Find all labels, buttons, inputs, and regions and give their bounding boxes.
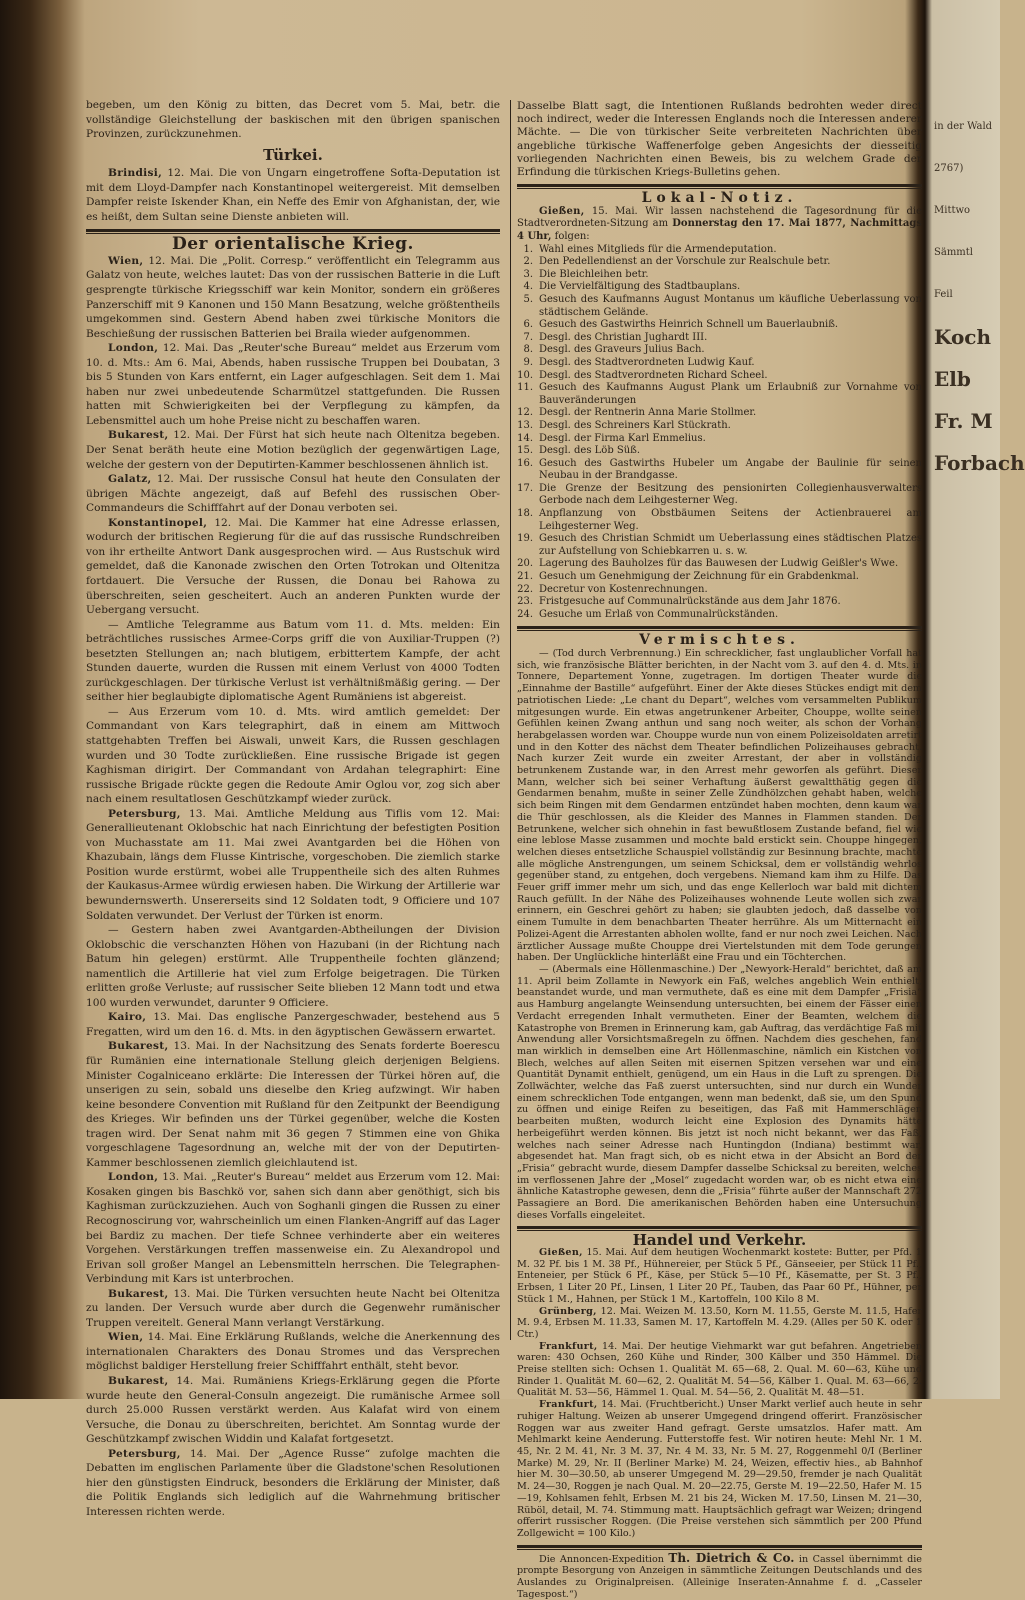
dateline-place: Brindisi, [108, 167, 163, 180]
agenda-text: Fristgesuche auf Communalrückstände aus dem Jahr 1876. [539, 596, 841, 608]
section-heading-tuerkei: Türkei. [263, 145, 323, 164]
agenda-text: Die Grenze der Besitzung des pensionirten Collegienhausverwalters Gerbode nach dem Leihgesterner Weg. [539, 482, 922, 507]
article-continuation: begeben, um den König zu bitten, das Decret vom 5. Mai, betr. die vollständige Gleichstellung der baskischen mit den übrigen spanischen Provinzen, zurückzunehmen. [86, 99, 500, 141]
agenda-item [517, 558, 922, 571]
dateline-place: Gießen, [539, 1247, 583, 1259]
agenda-item [517, 244, 922, 257]
agenda-text: Desgl. des Graveurs Julius Bach. [539, 344, 705, 356]
market-report [517, 1399, 922, 1539]
dateline-place: Konstantinopel, [108, 516, 208, 529]
news-item [86, 472, 500, 516]
news-item [86, 618, 500, 705]
agenda-number: 13. [517, 419, 533, 431]
dateline-place: London, [108, 1171, 159, 1184]
section-heading-lokal: Lokal-Notiz. [641, 190, 798, 207]
agenda-item [517, 433, 922, 446]
agenda-number: 17. [517, 482, 533, 494]
news-text: 12. Mai. Das „Reuter'sche Bureau“ meldet aus Erzerum vom 10. d. Mts.: Am 6. Mai, Abends, haben russische Truppen bei Doubatan, 3 bis 5 Stunden von Kars entfernt, ein Lager aufgeschlagen. Seit dem 1. Mai haben nur zwei unbedeutende Scharmützel stattgefunden. Die Russen hatten mit Schwierigkeiten bei der Verpflegung zu kämpfen, da Lebensmittel auch um hohe Preise nicht zu beschaffen waren. [86, 342, 500, 427]
agenda-item [517, 596, 922, 609]
next-page-fragment: Elb [934, 367, 971, 391]
section-heading-krieg: Der orientalische Krieg. [172, 234, 414, 255]
news-item [86, 341, 500, 428]
agenda-number: 3. [523, 268, 533, 280]
agenda-text: Die Vervielfältigung des Stadtbauplans. [539, 281, 741, 293]
next-page-edge [934, 120, 1025, 1320]
agenda-text: Gesuch des Kaufmanns August Montanus um käufliche Ueberlassung von städtischem Gelände. [539, 293, 922, 318]
market-text: 14. Mai. Der heutige Viehmarkt war gut befahren. Angetrieben waren: 430 Ochsen, 260 Kühe und Rinder, 300 Kälber und 350 Hämmel. Die Preise stellten sich: Ochsen 1. Qualität M. 65—68, 2. Qual. M. 60—63, Kühe und Rinder 1. Qualität M. 60—62, 2. Qualität M. 54—56, Kälber 1. Qual. M. 63—66, 2. Qualität M. 53—56, Hämmel 1. Qual. M. 54—56, 2. Qualität M. 48—51. [517, 1340, 922, 1399]
agenda-number: 23. [517, 596, 533, 608]
news-item [86, 1447, 500, 1520]
news-item [86, 1039, 500, 1170]
dateline-place: Bukarest, [108, 1287, 169, 1300]
agenda-text: Desgl. des Stadtverordneten Richard Scheel. [539, 369, 768, 381]
news-item [86, 1330, 500, 1374]
agenda-text: Desgl. der Firma Karl Emmelius. [539, 432, 706, 444]
article-continuation: Dasselbe Blatt sagt, die Intentionen Rußlands bedrohten weder direct noch indirect, weder die Interessen Englands noch die Interessen anderer Mächte. — Die von türkischer Seite verbreiteten Nachrichten über angebliche türkische Waffenerfolge geben Angesichts der diesseitig vorliegenden Nachrichten einen Beweis, bis zu welchem Grade der Erfindung die türkischen Kriegs-Bulletins gehen. [517, 100, 922, 179]
news-text: — Amtliche Telegramme aus Batum vom 11. d. Mts. melden: Ein beträchtliches russisches Armee-Corps griff die von Auxiliar-Truppen (?) besetzten Stellungen an; nach blutigem, erbittertem Kampfe, der acht Stunden dauerte, wurden die Russen mit einem Verlust von 4000 Todten zurückgeschlagen. Der türkische Verlust ist verhältnißmäßig gering. — Der seither hier beglaubigte diplomatische Agent Rumäniens ist abgereist. [86, 618, 500, 704]
agenda-item [517, 332, 922, 345]
next-page-fragment: Fr. M [934, 409, 993, 433]
ad-firm-name: Th. Dietrich & Co. [668, 1550, 795, 1565]
agenda-text: Wahl eines Mitglieds für die Armendeputation. [539, 243, 777, 255]
dateline-place: Frankfurt, [539, 1399, 598, 1411]
agenda-text: Desgl. des Löb Süß. [539, 445, 641, 457]
agenda-item [517, 281, 922, 294]
news-text: 12. Mai. Die „Polit. Corresp.“ veröffentlicht ein Telegramm aus Galatz von heute, welches lautet: Das von der russischen Batterie in die Luft gesprengte türkische Kriegsschiff war kein Monitor, sondern ein größeres Panzerschiff mit 9 Kanonen und 150 Mann Besatzung, welche größtentheils umgekommen sind. Gestern Abend haben zwei türkische Monitors die Beschießung der russischen Batterien bei Braila wieder aufgenommen. [86, 254, 500, 340]
news-item [86, 1374, 500, 1447]
news-text: 12. Mai. Der Fürst hat sich heute nach Oltenitza begeben. Der Senat beräth heute eine Motion bezüglich der gegenwärtigen Lage, welche der gestern von der Deputirten-Kammer beschlossenen ähnlich ist. [86, 429, 500, 471]
agenda-text: Decretur von Kostenrechnungen. [539, 583, 708, 595]
agenda-item [517, 609, 922, 622]
agenda-item [517, 357, 922, 370]
agenda-number: 2. [523, 256, 533, 268]
lokal-intro [517, 206, 922, 244]
next-page-fragment: in der Wald [934, 121, 993, 132]
agenda-item [517, 571, 922, 584]
agenda-number: 8. [523, 344, 533, 356]
news-text: 12. Mai. Der russische Consul hat heute den Consulaten der übrigen Mächte angezeigt, daß auf Befehl des russischen Ober-Commandeurs die Schifffahrt auf der Donau verboten sei. [86, 473, 500, 515]
article-brindisi [86, 166, 500, 224]
left-column [86, 98, 500, 1520]
agenda-text: Anpflanzung von Obstbäumen Seitens der Actienbrauerei am Leihgesterner Weg. [539, 508, 922, 532]
news-item [86, 254, 500, 341]
agenda-item [517, 407, 922, 420]
article-text: folgen: [551, 231, 590, 242]
dateline-place: Bukarest, [108, 1375, 169, 1388]
agenda-item [517, 483, 922, 508]
agenda-item [517, 269, 922, 282]
dateline-place: Wien, [108, 254, 144, 267]
section-heading-handel: Handel und Verkehr. [632, 1231, 807, 1250]
dateline-place: Petersburg, [108, 1447, 181, 1460]
next-page-fragment: Mittwo [934, 205, 971, 216]
dateline-place: Galatz, [108, 473, 152, 486]
news-text: 13. Mai. Amtliche Meldung aus Tiflis vom 12. Mai: Generallieutenant Oklobschic hat nach Einrichtung der befestigten Position von Muchasstate am 11. Mai zwei Avantgarden bei die Höhen von Khazubain, längs dem Flusse Kintrische, vorgeschoben. Die ziemlich starke Position wurde erstürmt, wobei alle Truppentheile sich des alten Ruhmes der Kaukasus-Armee würdig erwiesen haben. Die Wirkung der Artillerie war bewundernswerth. Unsererseits sind 12 Soldaten todt, 9 Officiere und 107 Soldaten verwundet. Der Verlust der Türken ist enorm. [86, 807, 500, 922]
ad-text: Die Annoncen-Expedition [539, 1553, 669, 1565]
agenda-number: 10. [517, 369, 533, 381]
agenda-number: 20. [517, 558, 533, 570]
meeting-date: Donnerstag den 17. Mai 1877, Nachmittags 4 Uhr, [517, 218, 922, 242]
section-heading-vermischtes: Vermischtes. [639, 632, 800, 649]
section-divider [517, 184, 922, 189]
agenda-item [517, 584, 922, 597]
agenda-number: 24. [517, 608, 533, 620]
advertisement [517, 1550, 922, 1600]
news-item [86, 807, 500, 923]
news-text: 14. Mai. Eine Erklärung Rußlands, welche die Anerkennung des internationalen Charakters des Donau Stromes und das Versprechen möglichst baldiger Herstellung freier Schifffahrt enthält, steht bevor. [86, 1331, 500, 1373]
agenda-item [517, 256, 922, 269]
agenda-item [517, 533, 922, 558]
agenda-item [517, 294, 922, 319]
agenda-item [517, 445, 922, 458]
agenda-number: 9. [523, 356, 533, 368]
agenda-text: Desgl. des Christian Jughardt III. [539, 331, 708, 343]
agenda-item [517, 370, 922, 383]
agenda-number: 18. [517, 508, 533, 520]
agenda-text: Desgl. der Rentnerin Anna Marie Stollmer. [539, 407, 757, 419]
dateline-place: Gießen, [539, 205, 585, 217]
agenda-number: 19. [517, 533, 533, 545]
dateline-place: Petersburg, [108, 807, 181, 820]
agenda-number: 12. [517, 407, 533, 419]
agenda-number: 16. [517, 457, 533, 469]
next-page-fragment: 2767) [934, 163, 964, 174]
news-text: 13. Mai. In der Nachsitzung des Senats forderte Boerescu für Rumänien eine internationale Stellung gleich derjenigen Belgiens. Minister Cogalniceano erklärte: Die Interessen der Türkei hören auf, die unserigen zu sein, sobald uns dieselbe den Krieg aufzwingt. Wir haben keine besondere Convention mit Rußland für den Zeitpunkt der Beendigung des Krieges. Wir befinden uns der Türkei gegenüber, welche die Kosten tragen wird. Der Senat nahm mit 36 gegen 7 Stimmen eine von Ghika vorgeschlagene Tagesordnung an, welche mit der von der Deputirten-Kammer beschlossenen ziemlich gleichlautend ist. [86, 1040, 500, 1169]
news-text: — Gestern haben zwei Avantgarden-Abtheilungen der Division Oklobschic die verschanzten Höhen von Hazubani (in der Richtung nach Batum hin gelegen) erstürmt. Alle Truppentheile fochten glänzend; namentlich die Artillerie hat viel zum Erfolge beigetragen. Die Türken erlitten große Verluste; auf russischer Seite blieben 12 Mann todt und etwa 100 wurden verwundet, darunter 9 Officiere. [86, 924, 500, 1009]
agenda-text: Gesuch des Gastwirths Hubeler um Angabe der Baulinie für seinen Neubau in der Brandgasse. [539, 457, 922, 482]
agenda-number: 11. [517, 382, 533, 394]
next-page-fragment: Feil [934, 289, 953, 300]
market-report [517, 1247, 922, 1306]
news-text: 12. Mai. Die Kammer hat eine Adresse erlassen, wodurch der britischen Regierung für die auf das russische Rundschreiben von ihr ertheilte Antwort Dank ausgesprochen wird. — Aus Rustschuk wird gemeldet, daß die Kanonade zwischen den Orten Totrokan und Oltenitza fortdauert. Die Versuche der Russen, die Donau bei Rahowa zu überschreiten, seien gescheitert. Auch an anderen Punkten wurde der Uebergang versucht. [86, 516, 500, 617]
agenda-text: Gesuche um Erlaß von Communalrückständen. [539, 608, 779, 620]
agenda-item [517, 508, 922, 533]
dateline-place: Wien, [108, 1331, 144, 1344]
market-text: 15. Mai. Auf dem heutigen Wochenmarkt kostete: Butter, per Pfd. 1 M. 32 Pf. bis 1 M. 38 Pf., Hühnereier, per Stück 5 Pf., Gänseeier, per Stück 11 Pf., Enteneier, per Stück 6 Pf., Käse, per Stück 5—10 Pf., Käsematte, per St. 3 Pf., Erbsen, 1 Liter 20 Pf., Linsen, 1 Liter 20 Pf., Tauben, das Paar 60 Pf., Hühner, per Stück 1 M., Hahnen, per Stück 1 M., Kartoffeln, 100 Kilo 8 M. [517, 1247, 922, 1305]
dateline-place: Kairo, [108, 1011, 147, 1024]
next-page-fragment: Sämmtl [934, 247, 973, 258]
agenda-item [517, 344, 922, 357]
news-item [86, 1010, 500, 1039]
article-text: 12. Mai. Die von Ungarn eingetroffene Softa-Deputation ist mit dem Lloyd-Dampfer nach Konstantinopel weitergereist. Mit demselben Dampfer reiste Iskender Khan, ein Neffe des Emir von Afghanistan, der, wie es heißt, dem Sultan seine Dienste anbieten will. [86, 167, 500, 223]
article-hoellenmaschine: — (Abermals eine Höllenmaschine.) Der „Newyork-Herald“ berichtet, daß am 11. April beim Zollamte in Newyork ein Faß, welches angeblich Wein enthielt, beanstandet wurde, und man vermuthete, daß es eine mit dem Dampfer „Frisia“ aus Hamburg angelangte Weinsendung untersuchten, bei einem der Fässer einen Verdacht erregenden Inhalt vermutheten. Einer der Beamten, welchem die Katastrophe von Bremen in Erinnerung kam, gab Auftrag, das verdächtige Faß mit Anwendung aller Vorsichtsmaßregeln zu öffnen. Nachdem dies geschehen, fand man wirklich in demselben eine Art Höllenmaschine, nämlich ein Kistchen von Blech, welches auf allen Seiten mit eisernen Spitzen versehen war und eine Quantität Dynamit enthielt, genügend, um ein Haus in die Luft zu sprengen. Die Zollwächter, welche das Faß zuerst untersuchten, sind nur durch ein Wunder einem schrecklichen Tode entgangen, wenn man bedenkt, daß sie, um den Spund zu öffnen und einige Reifen zu beseitigen, das Faß mit Hammerschlägen bearbeiten mußten, wodurch leicht eine Explosion des Dynamits hätte herbeigeführt werden können. Bis jetzt ist noch nicht bekannt, wer das Faß, welches nach seiner Adresse nach Huntingdon (Indiana) bestimmt war, abgesendet hat. Man fragt sich, ob es nicht etwa in der Absicht an Bord der „Frisia“ gebracht wurde, diesem Dampfer dasselbe Schicksal zu bereiten, welches im verflossenen Jahre der „Mosel“ zugedacht worden war, ob es nicht etwa eine ähnliche Katastrophe gewesen, denn die „Frisia“ führte außer der Mannschaft 272 Passagiere an Bord. Die amerikanischen Behörden haben eine Untersuchung dieses Vorfalls eingeleitet. [517, 963, 922, 1221]
agenda-text: Den Pedellendienst an der Vorschule zur Realschule betr. [539, 256, 831, 268]
news-text: 13. Mai. Die Türken versuchten heute Nacht bei Oltenitza zu landen. Der Versuch wurde aber durch die Gegenwehr rumänischer Truppen vereitelt. General Mann verlangt Verstärkung. [86, 1287, 500, 1329]
dateline-place: London, [108, 342, 159, 355]
news-item [86, 1287, 500, 1331]
agenda-text: Gesuch des Kaufmanns August Plank um Erlaubniß zur Vornahme von Bauveränderungen [539, 382, 922, 406]
agenda-number: 7. [523, 331, 533, 343]
agenda-number: 5. [523, 293, 533, 305]
agenda-number: 1. [523, 243, 533, 255]
agenda-text: Die Bleichleihen betr. [539, 268, 649, 280]
news-item [86, 923, 500, 1010]
section-divider [517, 626, 922, 631]
market-text: 12. Mai. Weizen M. 13.50, Korn M. 11.55, Gerste M. 11.5, Hafer M. 9.4, Erbsen M. 11.33, Samen M. 17, Kartoffeln M. 4.29. (Alles per 50 K. oder 1 Ctr.) [517, 1305, 922, 1340]
agenda-number: 14. [517, 432, 533, 444]
war-reports [86, 254, 500, 1520]
agenda-number: 22. [517, 583, 533, 595]
agenda-number: 4. [523, 281, 533, 293]
agenda-list [517, 244, 922, 622]
news-text: 13. Mai. Das englische Panzergeschwader, bestehend aus 5 Fregatten, wird um den 16. d. Mts. in den ägyptischen Gewässern erwartet. [86, 1011, 500, 1038]
agenda-number: 6. [523, 319, 533, 331]
agenda-number: 21. [517, 571, 533, 583]
agenda-item [517, 458, 922, 483]
market-reports [517, 1247, 922, 1540]
news-text: 14. Mai. Rumäniens Kriegs-Erklärung gegen die Pforte wurde heute den General-Consuln angezeigt. Die rumänische Armee soll durch 25.000 Russen verstärkt werden. Aus Kalafat wird von einem Versuche, die Donau zu überschreiten, berichtet. Am Sonntag wurde der Geschützkampf zwischen Widdin und Kalafat fortgesetzt. [86, 1375, 500, 1446]
news-text: — Aus Erzerum vom 10. d. Mts. wird amtlich gemeldet: Der Commandant von Kars telegraphirt, daß in einem am Mittwoch stattgehabten Treffen bei Aiswali, unweit Kars, die Russen geschlagen wurden und 30 Todte zurückließen. Eine russische Brigade ist gegen Kaghisman dirigirt. Der Commandant von Ardahan telegraphirt: Eine russische Brigade rückte gegen die Redoute Amir Oglou vor, zog sich aber nach einem resultatlosen Geschützkampf wieder zurück. [86, 705, 500, 806]
dateline-place: Frankfurt, [539, 1340, 598, 1352]
agenda-item [517, 319, 922, 332]
agenda-number: 15. [517, 445, 533, 457]
agenda-text: Gesuch des Gastwirths Heinrich Schnell um Bauerlaubniß. [539, 319, 839, 331]
article-verbrennung: — (Tod durch Verbrennung.) Ein schrecklicher, fast unglaublicher Vorfall hat sich, wie französische Blätter berichten, in der Nacht vom 3. auf den 4. d. Mts. in Tonnere, Departement Yonne, zugetragen. Im dortigen Theater wurde die „Einnahme der Bastille“ aufgeführt. Einer der Akte dieses Stückes endigt mit dem patriotischen Liede: „Le chant du Depart“, welches vom versammelten Publikum mitgesungen wurde. Ein etwas angetrunkener Arbeiter, Chouppe, wollte seinen Gefühlen keinen Zwang anthun und sang noch weiter, als schon der Vorhang herabgelassen worden war. Chouppe wurde nun von einem Polizeisoldaten arretirt und in den Kotter des nächst dem Theater befindlichen Polizeihauses gebracht. Nach kurzer Zeit wurde ein zweiter Arrestant, der aber in vollständig betrunkenem Zustande war, in den Arrest mehr geworfen als geführt. Dieser Mann, welcher sich bei seiner Verhaftung äußerst gewaltthätig gegen die Gendarmen benahm, mußte in seiner Zelle Zündhölzchen gehabt haben, welche sich beim Ringen mit dem Gendarmen entzündet haben mochten, denn kaum war die Thür geschlossen, als die Kleider des Mannes in Flammen standen. Der Betrunkene, welcher sich ohnehin in fast bewußtlosem Zustande befand, fiel wie eine leblose Masse zusammen und mochte bald erstickt sein. Chouppe hingegen, welchen dieses entsetzliche Schauspiel vollständig zur Besinnung brachte, machte alle mögliche Anstrengungen, um seinem Schicksal, dem er vollständig wehrlos gegenüber stand, zu entgehen, doch vergebens. Niemand kam ihm zu Hilfe. Das Feuer griff immer mehr um sich, und das enge Kellerloch war bald mit dichtem Rauch gefüllt. In der Nähe des Polizeihauses wohnende Leute wollen sich zwar erinnern, ein Geschrei gehört zu haben; sie glaubten jedoch, daß dasselbe von einem Tumulte in dem benachbarten Theater herrühre. Als um Mitternacht ein Polizei-Agent die Arrestanten abholen wollte, fand er nur noch zwei Leichen. Nach ärztlicher Aussage mußte Chouppe drei Viertelstunden mit dem Tode gerungen haben. Der Unglückliche hinterläßt eine Frau und ein Töchterchen. [517, 648, 922, 964]
ad-text: in Cassel übernimmt die prompte Besorgung von Anzeigen in sämmtliche Zeitungen Deutschlands und des Auslandes zu Originalpreisen. (Alleinige Inseraten-Annahme f. d. „Casseler Tagespost.“) [517, 1553, 922, 1600]
agenda-item [517, 382, 922, 407]
news-text: 14. Mai. Der „Agence Russe“ zufolge machten die Debatten im englischen Parlamente über die Gladstone'schen Resolutionen hier den günstigsten Eindruck, besonders die Erklärung der Minister, daß die Politik Englands sich lediglich auf die Wahrnehmung britischer Interessen richten werde. [86, 1447, 500, 1518]
article-text: 15. Mai. Wir lassen nachstehend die Tagesordnung für die Stadtverordneten-Sitzung am [517, 205, 922, 230]
news-item [86, 516, 500, 618]
agenda-text: Gesuch des Christian Schmidt um Ueberlassung eines städtischen Platzes zur Aufstellung von Schiebkarren u. s. w. [539, 533, 922, 557]
agenda-text: Desgl. des Schreiners Karl Stückrath. [539, 419, 731, 431]
section-divider [517, 1545, 922, 1550]
news-item [86, 705, 500, 807]
news-item [86, 1170, 500, 1286]
next-page-fragment: Koch [934, 325, 992, 349]
news-text: 13. Mai. „Reuter's Bureau“ meldet aus Erzerum vom 12. Mai: Kosaken gingen bis Baschkö vor, sahen sich dann aber genöthigt, sich bis Kaghisman zurückzuziehen. Auch von Soghanli gingen die Russen zu einer Recognoscirung vor, wahrscheinlich um einen Flanken-Angriff auf das Lager bei Bardiz zu machen. Der tiefe Schnee verhinderte aber ein weiteres Vorgehen. Verstärkungen treffen massenweise ein. Zu Alexandropol und Erivan soll großer Mangel an Lebensmitteln herrschen. Die Telegraphen-Verbindung mit Kars ist unterbrochen. [86, 1171, 500, 1286]
market-report [517, 1306, 922, 1341]
right-column [510, 100, 922, 1600]
next-page-fragment: Forbach [934, 451, 1025, 475]
agenda-item [517, 420, 922, 433]
dateline-place: Bukarest, [108, 1040, 169, 1053]
agenda-text: Lagerung des Bauholzes für das Bauwesen der Ludwig Geißler's Wwe. [539, 558, 899, 570]
news-item [86, 428, 500, 472]
market-report [517, 1341, 922, 1400]
dateline-place: Grünberg, [539, 1305, 597, 1317]
agenda-text: Desgl. des Stadtverordneten Ludwig Kauf. [539, 356, 755, 368]
dateline-place: Bukarest, [108, 429, 169, 442]
market-text: 14. Mai. (Fruchtbericht.) Unser Markt verlief auch heute in sehr ruhiger Haltung. Weizen ab unserer Umgegend dringend offerirt. Französischer Roggen war aus zweiter Hand gefragt. Gerste umsatzlos. Hafer matt. Am Mehlmarkt keine Aenderung. Futterstoffe fest. Wir notiren heute: Mehl Nr. 1 M. 45, Nr. 2 M. 41, Nr. 3 M. 37, Nr. 4 M. 33, Nr. 5 M. 27, Roggenmehl 0/I (Berliner Marke) M. 29, Nr. II (Berliner Marke) M. 24, Weizen, effectiv hies., ab Bahnhof hier M. 30—30.50, ab unserer Umgegend M. 29—29.50, fremder je nach Qualität M. 24—30, Roggen je nach Qual. M. 20—22.75, Gerste M. 19—22.50, Hafer M. 15—19, Kohlsamen fehlt, Erbsen M. 21 bis 24, Wicken M. 17.50, Linsen M. 21—30, Rüböl, detail, M. 74. Stimmung matt. Hauptsächlich gefragt war Weizen; dringend offerirt russischer Roggen. (Die Preise verstehen sich sämmtlich per 200 Pfund Zollgewicht = 100 Kilo.) [517, 1399, 922, 1539]
agenda-text: Gesuch um Genehmigung der Zeichnung für ein Grabdenkmal. [539, 571, 859, 583]
